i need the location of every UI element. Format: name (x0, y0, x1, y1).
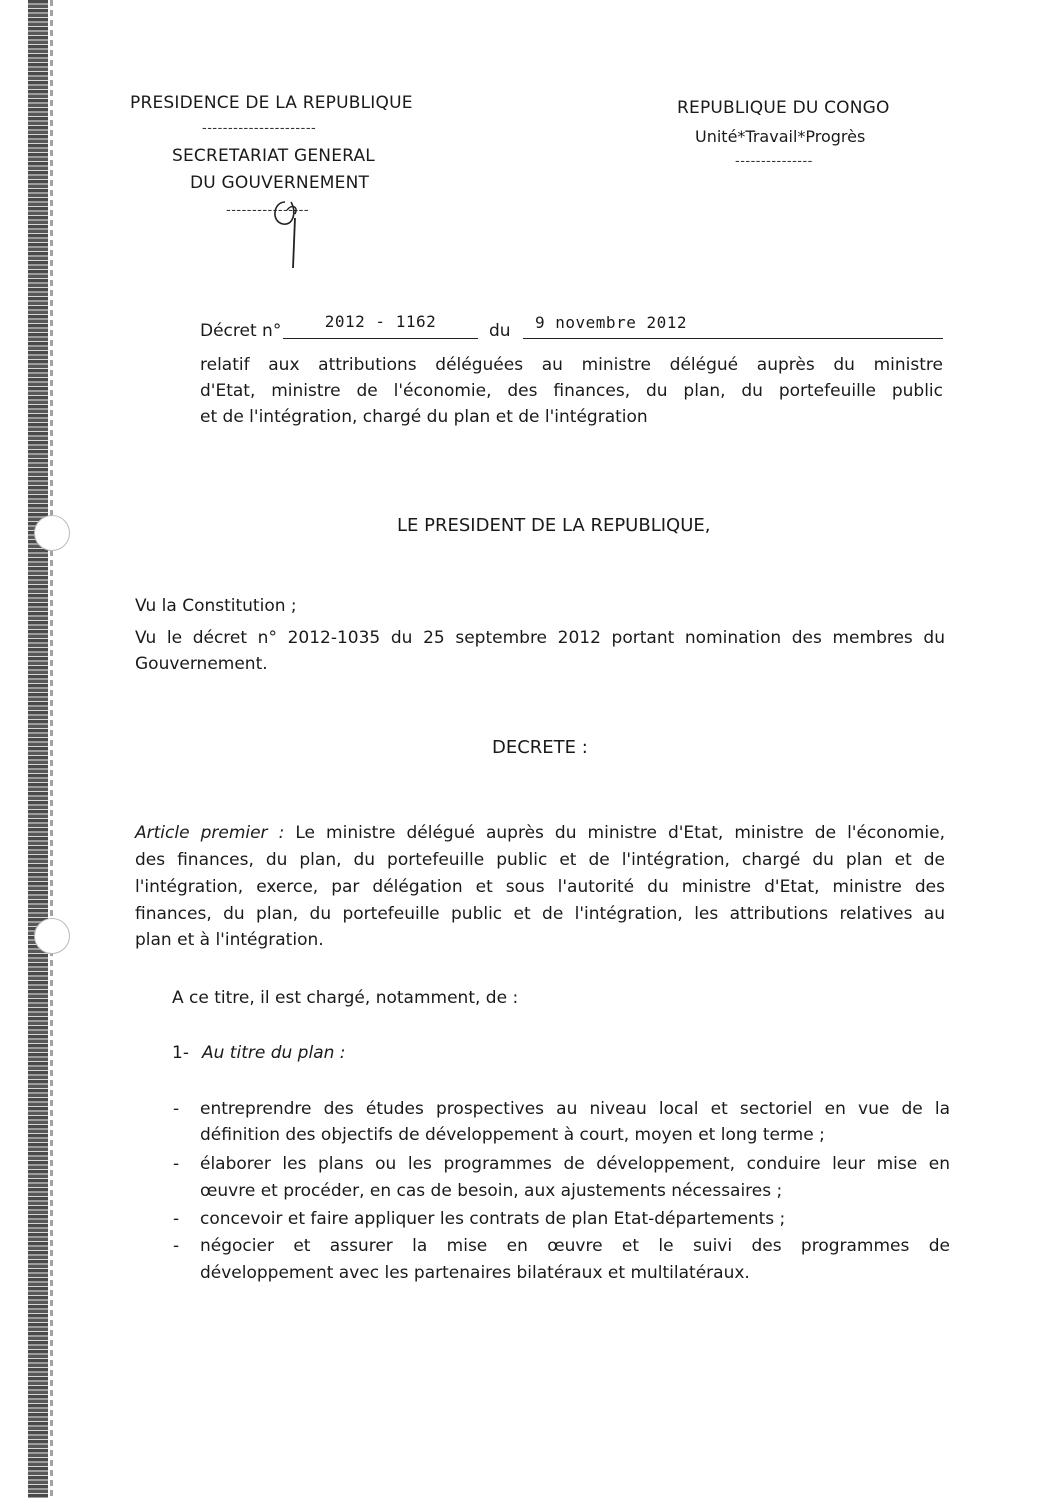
decree-number: 2012 - 1162 (324, 312, 437, 331)
bullet-line: concevoir et faire appliquer les contrats de plan Etat-départements ; (200, 1209, 786, 1229)
article1-line: finances, du plan, du portefeuille public et de l'intégration, les attributions relatives au (135, 904, 945, 924)
bullet-dash: - (173, 1154, 180, 1174)
bullet-line: définition des objectifs de développement à court, moyen et long terme ; (200, 1125, 825, 1145)
bullet-line: négocier et assurer la mise en œuvre et le suivi des programmes de (200, 1236, 950, 1256)
header-presidence: PRESIDENCE DE LA REPUBLIQUE (130, 93, 413, 113)
bullet-line: développement avec les partenaires bilatéraux et multilatéraux. (200, 1263, 750, 1283)
scan-edge-artifact (28, 0, 48, 1498)
punch-hole (34, 515, 70, 551)
bullet-dash: - (173, 1236, 180, 1256)
decrete-heading: DECRETE : (492, 737, 588, 758)
header-right-separator: --------------- (735, 154, 813, 169)
article1-label: Article premier : (135, 823, 285, 843)
decree-prefix: Décret n° (200, 321, 282, 341)
article1-line: des finances, du plan, du portefeuille public et de l'intégration, chargé du plan et de (135, 850, 945, 870)
header-motto: Unité*Travail*Progrès (695, 127, 866, 146)
decree-number-field (283, 312, 478, 339)
section1-title: Au titre du plan : (202, 1043, 346, 1063)
decree-subject-line: et de l'intégration, chargé du plan et de l'intégration (200, 407, 648, 427)
bullet-line: élaborer les plans ou les programmes de développement, conduire leur mise en (200, 1154, 950, 1174)
scan-edge-artifact-inner (50, 0, 53, 1498)
bullet-dash: - (173, 1099, 180, 1119)
header-secretariat: SECRETARIAT GENERAL (172, 146, 375, 166)
header-gouvernement: DU GOUVERNEMENT (190, 173, 370, 193)
article1-line-first (135, 820, 945, 846)
decree-du: du (489, 321, 511, 341)
decree-subject-line: d'Etat, ministre de l'économie, des finances, du plan, du portefeuille public (200, 381, 943, 401)
decree-date: 9 novembre 2012 (535, 313, 687, 332)
section1-number: 1- (172, 1043, 189, 1063)
decree-date-field (523, 313, 943, 339)
visa-decret-line: Vu le décret n° 2012-1035 du 25 septembre 2012 portant nomination des membres du (135, 628, 945, 648)
visa-decret-line: Gouvernement. (135, 654, 268, 674)
president-heading: LE PRESIDENT DE LA REPUBLIQUE, (397, 515, 711, 536)
visa-constitution: Vu la Constitution ; (135, 596, 297, 616)
bullet-dash: - (173, 1209, 180, 1229)
charge-intro: A ce titre, il est chargé, notamment, de : (172, 988, 519, 1008)
article1-line: plan et à l'intégration. (135, 930, 324, 950)
bullet-line: entreprendre des études prospectives au niveau local et sectoriel en vue de la (200, 1099, 950, 1119)
bullet-line: œuvre et procéder, en cas de besoin, aux ajustements nécessaires ; (200, 1181, 783, 1201)
header-left-separator: ---------------------- (202, 121, 317, 136)
article1-line: l'intégration, exerce, par délégation et sous l'autorité du ministre d'Etat, ministre des (135, 877, 945, 897)
handwritten-initials (265, 188, 325, 273)
header-left-separator-2: ---------------- (226, 203, 310, 218)
decree-subject-line: relatif aux attributions déléguées au ministre délégué auprès du ministre (200, 355, 943, 375)
article1-text: Le ministre délégué auprès du ministre d'Etat, ministre de l'économie, (295, 823, 945, 843)
punch-hole (34, 918, 70, 954)
header-republique: REPUBLIQUE DU CONGO (677, 98, 890, 118)
